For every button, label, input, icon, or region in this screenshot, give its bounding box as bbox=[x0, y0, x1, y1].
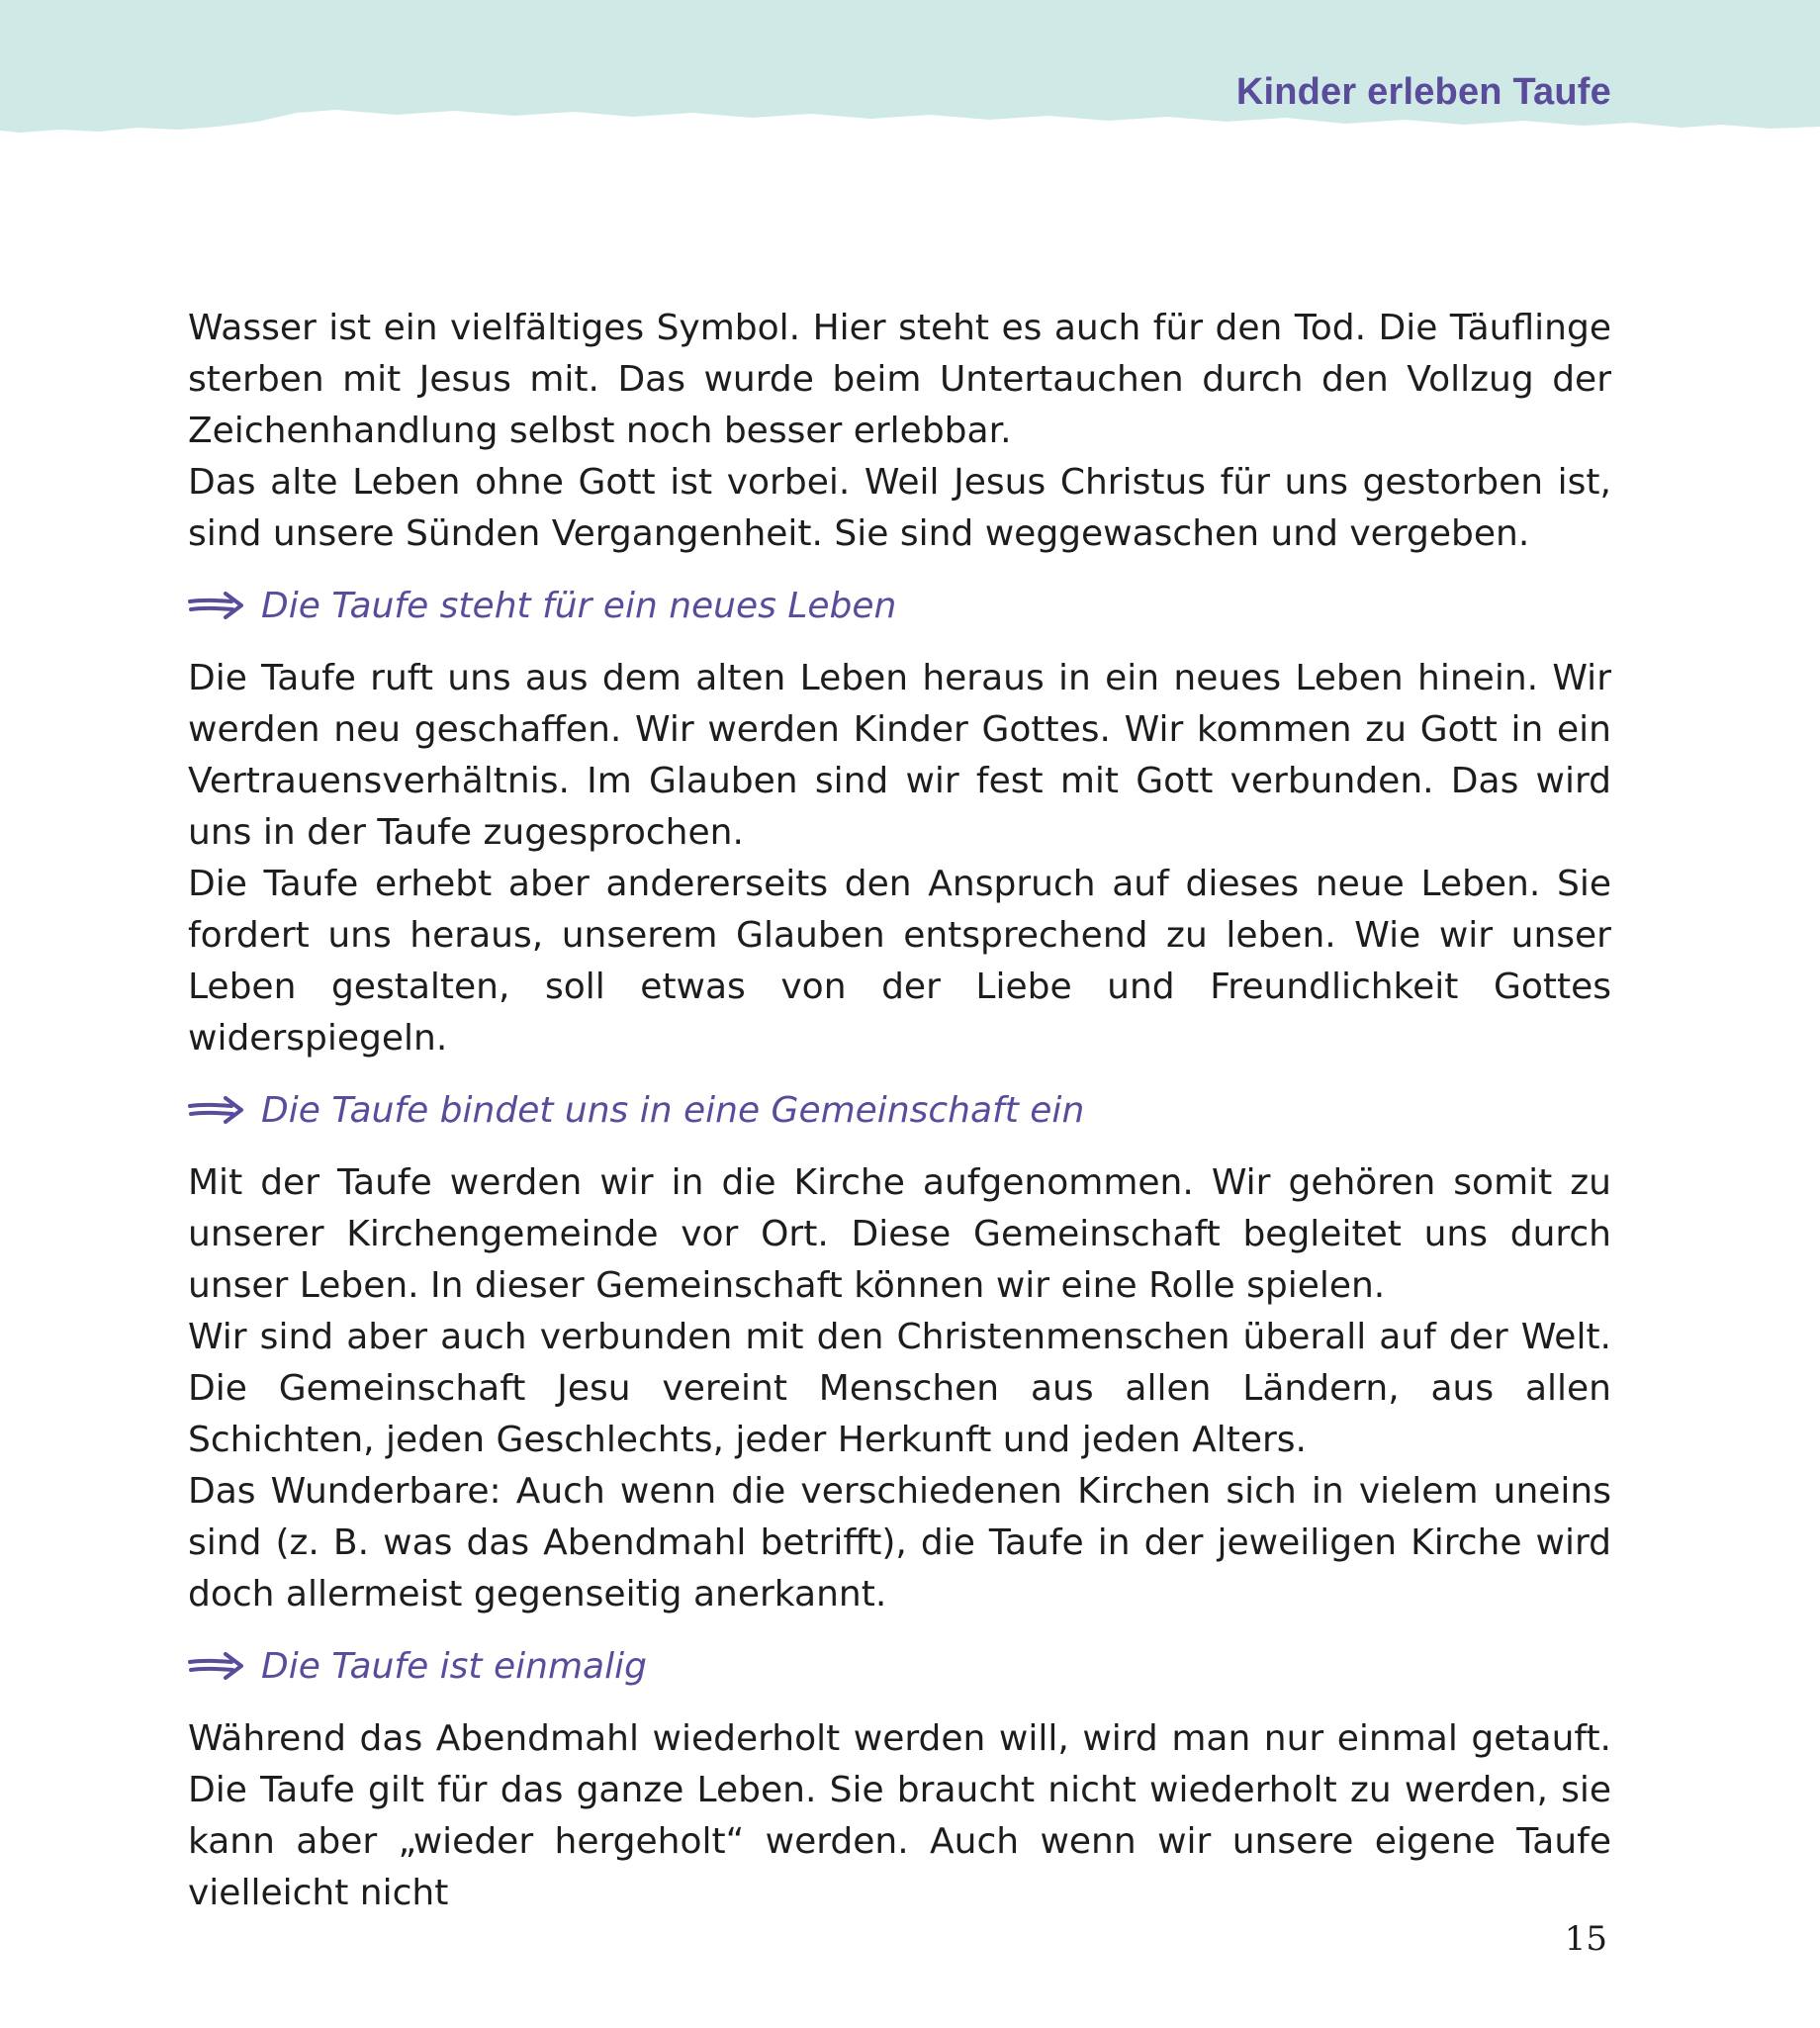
paragraph: Während das Abendmahl wiederholt werden will, wird man nur einmal getauft. Die Taufe gilt für das ganze Leben. Sie braucht nicht wiederholt zu werden, sie kann aber „wieder hergeholt“ werden. Auch wenn wir unsere eigene Taufe vielleicht nicht bbox=[188, 1718, 1611, 1913]
section-einmalig bbox=[188, 1713, 1611, 1919]
paragraph: Mit der Taufe werden wir in die Kirche aufgenommen. Wir gehören somit zu unserer Kirchengemeinde vor Ort. Diese Gemeinschaft begleitet uns durch unser Leben. In dieser Gemeinschaft können wir eine Rolle spielen. bbox=[188, 1162, 1611, 1306]
subheading-gemeinschaft bbox=[188, 1084, 1611, 1136]
paragraph: Die Taufe ruft uns aus dem alten Leben heraus in ein neues Leben hinein. Wir werden neu geschaffen. Wir werden Kinder Gottes. Wir kommen zu Gott in ein Vertrauensverhältnis. Im Glauben sind wir fest mit Gott verbunden. Das wird uns in der Taufe zugesprochen. bbox=[188, 658, 1611, 853]
section-gemeinschaft bbox=[188, 1157, 1611, 1620]
arrow-right-icon bbox=[188, 591, 245, 620]
subheading-label: Die Taufe bindet uns in eine Gemeinschaft ein bbox=[261, 1089, 1085, 1131]
subheading-neues-leben bbox=[188, 580, 1611, 631]
main-content bbox=[188, 303, 1611, 1939]
subheading-einmalig bbox=[188, 1640, 1611, 1692]
section-intro bbox=[188, 303, 1611, 560]
running-title: Kinder erleben Taufe bbox=[1235, 71, 1611, 113]
paragraph: Wasser ist ein vielfältiges Symbol. Hier steht es auch für den Tod. Die Täuflinge sterben mit Jesus mit. Das wurde beim Untertauchen durch den Vollzug der Zeichenhandlung selbst noch besser erlebbar. bbox=[188, 308, 1611, 451]
header-band bbox=[0, 0, 1820, 148]
paragraph: Wir sind aber auch verbunden mit den Christenmenschen überall auf der Welt. Die Gemeinschaft Jesu vereint Menschen aus allen Ländern, aus allen Schichten, jeden Geschlechts, jeder Herkunft und jeden Alters. bbox=[188, 1317, 1611, 1460]
paragraph: Die Taufe erhebt aber andererseits den Anspruch auf dieses neue Leben. Sie fordert uns heraus, unserem Glauben entsprechend zu leben. Wie wir unser Leben gestalten, soll etwas von der Liebe und Freundlichkeit Gottes widerspiegeln. bbox=[188, 864, 1611, 1059]
arrow-right-icon bbox=[188, 1095, 245, 1125]
section-neues-leben bbox=[188, 653, 1611, 1064]
paragraph: Das alte Leben ohne Gott ist vorbei. Weil Jesus Christus für uns gestorben ist, sind unsere Sünden Vergangenheit. Sie sind weggewaschen und vergeben. bbox=[188, 462, 1611, 554]
subheading-label: Die Taufe ist einmalig bbox=[261, 1645, 647, 1687]
arrow-right-icon bbox=[188, 1651, 245, 1681]
page-number: 15 bbox=[1564, 1919, 1607, 1959]
paragraph: Das Wunderbare: Auch wenn die verschiedenen Kirchen sich in vielem uneins sind (z. B. was das Abendmahl betrifft), die Taufe in der jeweiligen Kirche wird doch allermeist gegenseitig anerkannt. bbox=[188, 1471, 1611, 1614]
subheading-label: Die Taufe steht für ein neues Leben bbox=[261, 585, 897, 626]
